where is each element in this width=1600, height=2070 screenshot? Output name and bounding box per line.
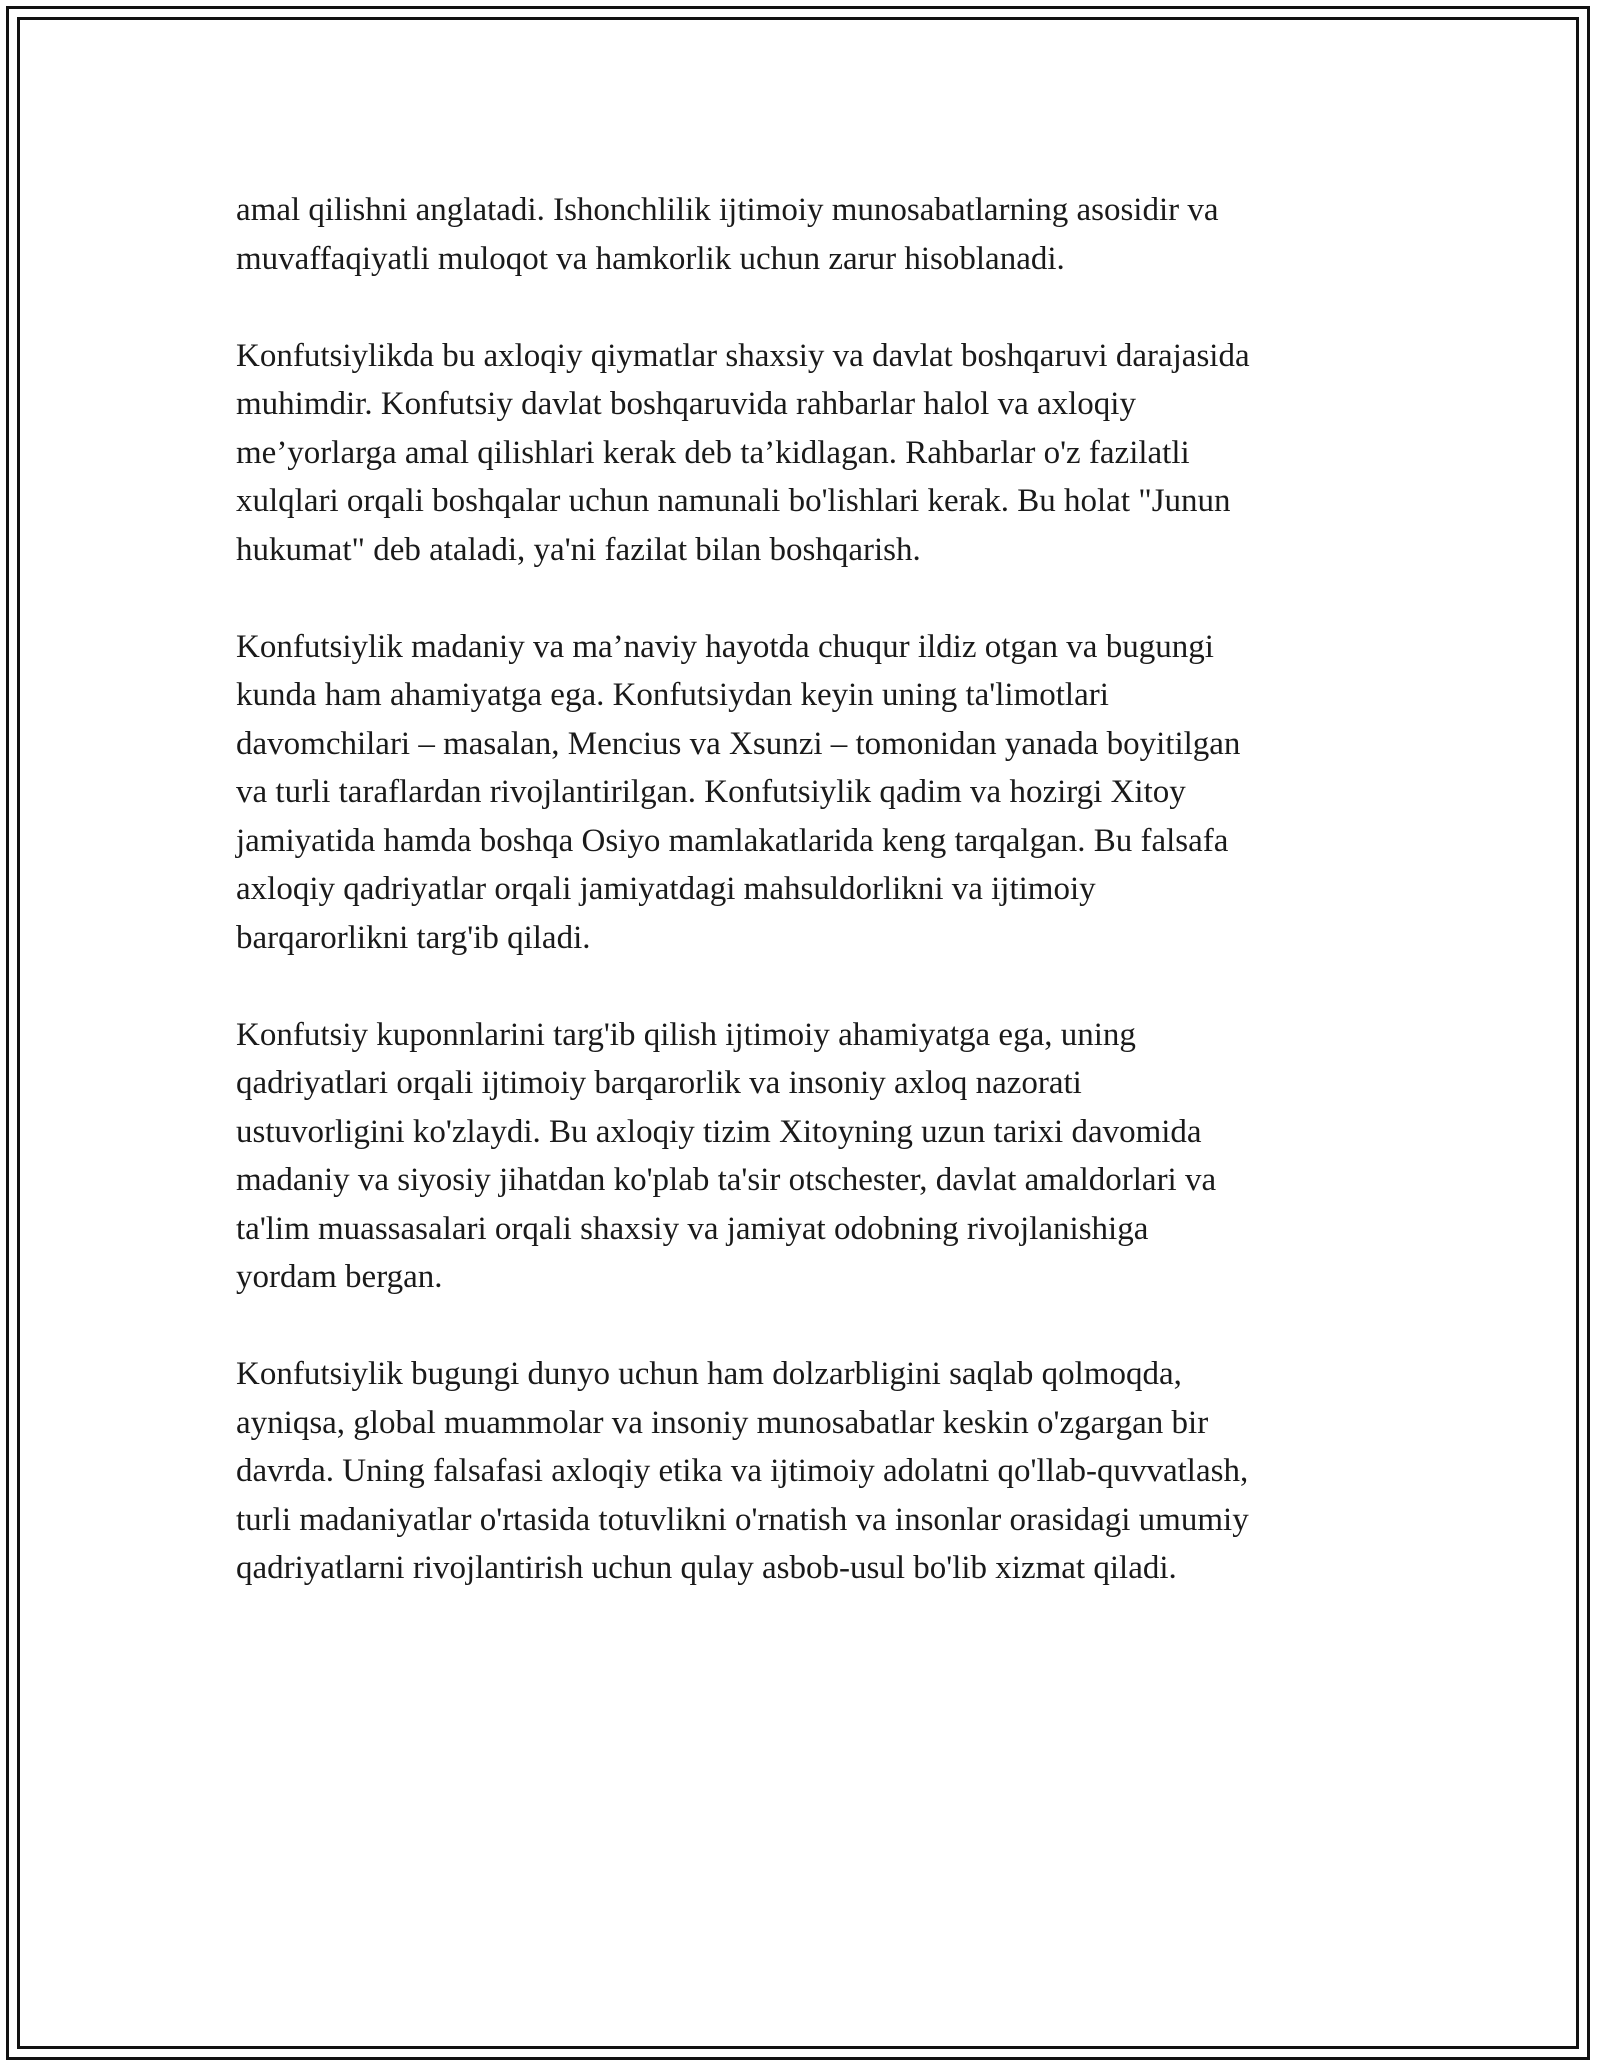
paragraph-governance: Konfutsiylikda bu axloqiy qiymatlar shaxsiy va davlat boshqaruvi darajasida muhimdir. Konfutsiy davlat boshqaruvida rahbarlar halol va axloqiy me’yorlarga amal qilishlari kerak deb ta’kidlagan. Rahbarlar o'z fazilatli xulqlari orqali boshqalar uchun namunali bo'lishlari kerak. Bu holat "Junun hukumat" deb ataladi, ya'ni fazilat bilan boshqarish.: [236, 337, 1250, 568]
paragraph-social-significance: Konfutsiy kuponnlarini targ'ib qilish ijtimoiy ahamiyatga ega, uning qadriyatlari orqali ijtimoiy barqarorlik va insoniy axloq nazorati ustuvorligini ko'zlaydi. Bu axloqiy tizim Xitoyning uzun tarixi davomida madaniy va siyosiy jihatdan ko'plab ta'sir otschester, davlat amaldorlari va ta'lim muassasalari orqali shaxsiy va jamiyat odobning rivojlanishiga yordam bergan.: [236, 1016, 1217, 1295]
paragraph-cultural-roots: Konfutsiylik madaniy va ma’naviy hayotda chuqur ildiz otgan va bugungi kunda ham ahamiyatga ega. Konfutsiydan keyin uning ta'limotlari davomchilari – masalan, Mencius va Xsunzi – tomonidan yanada boyitilgan va turli taraflardan rivojlantirilgan. Konfutsiylik qadim va hozirgi Xitoy jamiyatida hamda boshqa Osiyo mamlakatlarida keng tarqalgan. Bu falsafa axloqiy qadriyatlar orqali jamiyatdagi mahsuldorlikni va ijtimoiy barqarorlikni targ'ib qiladi.: [236, 628, 1241, 956]
paragraph-trustworthiness: amal qilishni anglatadi. Ishonchlilik ijtimoiy munosabatlarning asosidir va muvaffaqiyatli muloqot va hamkorlik uchun zarur hisoblanadi.: [236, 192, 1219, 277]
paragraph-modern-relevance: Konfutsiylik bugungi dunyo uchun ham dolzarbligini saqlab qolmoqda, ayniqsa, global muammolar va insoniy munosabatlar keskin o'zgargan bir davrda. Uning falsafasi axloqiy etika va ijtimoiy adolatni qo'llab-quvvatlash, turli madaniyatlar o'rtasida totuvlikni o'rnatish va insonlar orasidagi umumiy qadriyatlarni rivojlantirish uchun qulay asbob-usul bo'lib xizmat qiladi.: [236, 1356, 1249, 1586]
document-body: [236, 186, 1376, 1641]
